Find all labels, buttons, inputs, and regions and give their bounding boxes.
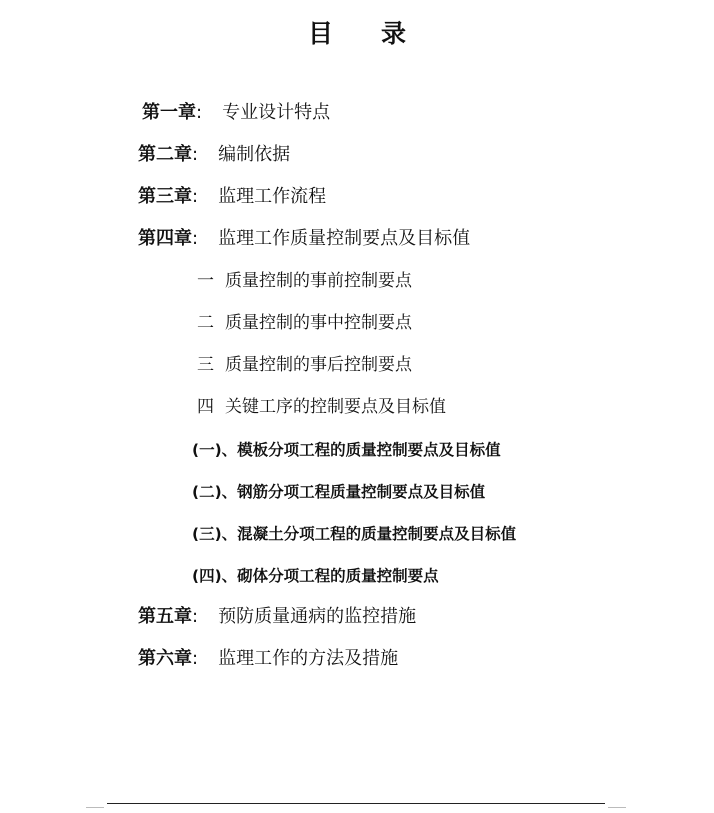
toc-entry-section-2[interactable]: [197, 311, 412, 335]
toc-entry-section-1[interactable]: [197, 269, 412, 293]
chapter-title: 预防质量通病的监控措施: [218, 606, 417, 627]
toc-title-right: 录: [381, 19, 407, 48]
toc-title-left: 目: [307, 19, 333, 48]
toc-title: [0, 14, 714, 50]
chapter-title: 编制依据: [218, 144, 291, 165]
toc-entry-chapter-1[interactable]: [142, 101, 330, 125]
toc-entry-subsection-1[interactable]: (一)、模板分项工程的质量控制要点及目标值: [192, 441, 501, 459]
page-corner-mark-right: [608, 807, 626, 808]
toc-entry-subsection-4[interactable]: (四)、砌体分项工程的质量控制要点: [192, 567, 439, 585]
chapter-colon: :: [192, 186, 199, 207]
section-title: 关键工序的控制要点及目标值: [225, 397, 446, 417]
chapter-title: 专业设计特点: [222, 102, 331, 123]
toc-entry-section-3[interactable]: [197, 353, 412, 377]
section-number: 三: [197, 355, 214, 375]
chapter-label: 第二章: [138, 144, 192, 165]
chapter-title: 监理工作的方法及措施: [218, 648, 399, 669]
toc-entry-section-4[interactable]: [197, 395, 446, 419]
toc-entry-chapter-6[interactable]: [138, 647, 398, 671]
chapter-label: 第五章: [138, 606, 192, 627]
chapter-label: 第三章: [138, 186, 192, 207]
chapter-title: 监理工作流程: [218, 186, 327, 207]
chapter-colon: :: [192, 648, 199, 669]
section-title: 质量控制的事中控制要点: [225, 313, 412, 333]
chapter-colon: :: [192, 144, 199, 165]
section-title: 质量控制的事后控制要点: [225, 355, 412, 375]
toc-entry-chapter-4[interactable]: [138, 227, 470, 251]
chapter-title: 监理工作质量控制要点及目标值: [218, 228, 471, 249]
chapter-colon: :: [196, 102, 203, 123]
chapter-label: 第六章: [138, 648, 192, 669]
toc-entry-chapter-2[interactable]: [138, 143, 290, 167]
chapter-colon: :: [192, 228, 199, 249]
page-corner-mark-left: [86, 807, 104, 808]
chapter-colon: :: [192, 606, 199, 627]
chapter-label: 第四章: [138, 228, 192, 249]
toc-entry-subsection-2[interactable]: (二)、钢筋分项工程质量控制要点及目标值: [192, 483, 486, 501]
toc-entry-chapter-5[interactable]: [138, 605, 416, 629]
section-number: 一: [197, 271, 214, 291]
section-number: 二: [197, 313, 214, 333]
section-title: 质量控制的事前控制要点: [225, 271, 412, 291]
toc-entry-chapter-3[interactable]: [138, 185, 326, 209]
toc-entry-subsection-3[interactable]: (三)、混凝土分项工程的质量控制要点及目标值: [192, 525, 517, 543]
section-number: 四: [197, 397, 214, 417]
footer-rule: [107, 803, 605, 804]
chapter-label: 第一章: [142, 102, 196, 123]
